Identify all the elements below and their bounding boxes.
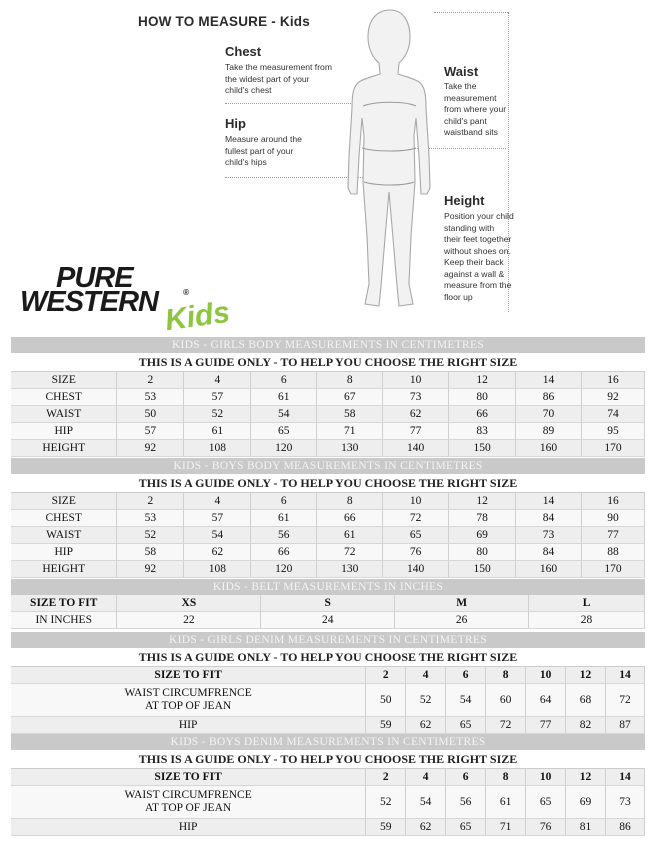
table-cell: 71 (486, 819, 526, 836)
table-cell: 89 (516, 423, 582, 440)
table-cell: 65 (446, 717, 486, 734)
table-cell: 61 (251, 510, 317, 527)
table-cell: 50 (117, 406, 184, 423)
waist-text-line: waistband sits (444, 127, 498, 137)
table-cell: 14 (516, 372, 582, 389)
chest-text-line: child's chest (225, 85, 272, 95)
table-cell: 2 (117, 493, 184, 510)
girls-body-row (11, 440, 645, 457)
hip-text-line: child's hips (225, 157, 267, 167)
table-cell: 70 (516, 406, 582, 423)
belt-table (11, 579, 645, 629)
height-text-line: Keep their back (444, 257, 504, 267)
chest-text-line: Take the measurement from (225, 62, 332, 72)
row-label-cell: CHEST (11, 389, 117, 406)
boys-body-table (11, 458, 645, 578)
table-cell: 58 (117, 544, 184, 561)
girls-denim-row (11, 667, 645, 684)
table-cell: 108 (184, 440, 251, 457)
table-cell: 150 (449, 440, 516, 457)
table-cell: 78 (449, 510, 516, 527)
table-cell: 160 (516, 440, 582, 457)
table-cell: 10 (383, 493, 449, 510)
row-label-cell: WAIST CIRCUMFRENCE AT TOP OF JEAN (11, 684, 366, 717)
table-cell: 4 (406, 769, 446, 786)
row-label-cell: HEIGHT (11, 440, 117, 457)
table-cell: 74 (581, 406, 644, 423)
height-section (444, 193, 514, 303)
table-cell: 61 (251, 389, 317, 406)
table-cell: 87 (606, 717, 645, 734)
table-cell: 57 (184, 510, 251, 527)
chest-title: Chest (225, 44, 262, 59)
table-cell: 92 (117, 440, 184, 457)
table-cell: 8 (317, 493, 383, 510)
table-cell: 16 (581, 372, 644, 389)
row-label-cell: SIZE (11, 493, 117, 510)
table-cell: 68 (566, 684, 606, 717)
table-cell: 108 (184, 561, 251, 578)
row-label-cell: SIZE TO FIT (11, 595, 117, 612)
table-cell: 62 (383, 406, 449, 423)
row-label-cell: SIZE (11, 372, 117, 389)
table-cell: 62 (184, 544, 251, 561)
table-cell: 16 (581, 493, 644, 510)
table-cell: 71 (317, 423, 383, 440)
girls-body-row (11, 406, 645, 423)
table-cell: 82 (566, 717, 606, 734)
table-cell: 80 (449, 544, 516, 561)
table-cell: 77 (581, 527, 644, 544)
height-text-line: against a wall & (444, 268, 505, 279)
table-cell: 56 (251, 527, 317, 544)
table-cell: 2 (366, 667, 406, 684)
waist-section (444, 64, 506, 139)
table-cell: 52 (117, 527, 184, 544)
table-cell: 66 (449, 406, 516, 423)
table-cell: 73 (383, 389, 449, 406)
table-cell: 4 (184, 372, 251, 389)
boys-body-row (11, 561, 645, 578)
belt-title: KIDS - BELT MEASUREMENTS IN INCHES (11, 579, 645, 595)
table-cell: 54 (406, 786, 446, 819)
row-label-cell: CHEST (11, 510, 117, 527)
boys-denim-guide: THIS IS A GUIDE ONLY - TO HELP YOU CHOOSE THE RIGHT SIZE (11, 750, 645, 769)
boys-body-row (11, 544, 645, 561)
table-cell: 53 (117, 389, 184, 406)
height-text-line: without shoes on. (444, 245, 511, 256)
table-cell: 52 (406, 684, 446, 717)
table-cell: 72 (383, 510, 449, 527)
height-text-line: Position your child (444, 211, 514, 221)
table-cell: 8 (486, 667, 526, 684)
table-cell: 90 (581, 510, 644, 527)
table-cell: 57 (184, 389, 251, 406)
height-text-line: floor up (444, 291, 473, 302)
height-title: Height (444, 193, 485, 208)
table-cell: 53 (117, 510, 184, 527)
table-cell: 62 (406, 819, 446, 836)
girls-denim-row (11, 684, 645, 717)
table-cell: 59 (366, 717, 406, 734)
height-text-line: standing with (444, 222, 495, 233)
girls-body-row (11, 389, 645, 406)
table-cell: 120 (251, 440, 317, 457)
table-cell: 67 (317, 389, 383, 406)
table-cell: 92 (581, 389, 644, 406)
table-cell: 65 (383, 527, 449, 544)
table-cell: 62 (406, 717, 446, 734)
table-cell: 8 (317, 372, 383, 389)
table-cell: 12 (566, 667, 606, 684)
table-cell: 22 (117, 612, 261, 629)
table-cell: 65 (446, 819, 486, 836)
row-label-cell: WAIST CIRCUMFRENCE AT TOP OF JEAN (11, 786, 366, 819)
table-cell: S (261, 595, 395, 612)
table-cell: 4 (406, 667, 446, 684)
table-cell: 65 (526, 786, 566, 819)
waist-text-line: Take the (444, 81, 477, 91)
table-cell: 81 (566, 819, 606, 836)
table-cell: 140 (383, 561, 449, 578)
boys-body-row (11, 493, 645, 510)
table-cell: 54 (184, 527, 251, 544)
table-cell: 64 (526, 684, 566, 717)
table-cell: 66 (251, 544, 317, 561)
table-cell: 66 (317, 510, 383, 527)
girls-body-table (11, 337, 645, 457)
table-cell: 28 (529, 612, 645, 629)
hip-text-line: Measure around the (225, 134, 302, 144)
table-cell: 84 (516, 510, 582, 527)
top-guide-line (434, 12, 508, 13)
table-cell: 14 (516, 493, 582, 510)
table-cell: 10 (526, 667, 566, 684)
table-cell: 61 (184, 423, 251, 440)
girls-body-grid (11, 372, 645, 457)
table-cell: 58 (317, 406, 383, 423)
table-cell: 73 (516, 527, 582, 544)
table-cell: 57 (117, 423, 184, 440)
table-cell: 92 (117, 561, 184, 578)
logo-kids: Kids (162, 295, 232, 338)
table-cell: 83 (449, 423, 516, 440)
boys-body-title: KIDS - BOYS BODY MEASUREMENTS IN CENTIMETRES (11, 458, 645, 474)
table-cell: 140 (383, 440, 449, 457)
table-cell: 2 (117, 372, 184, 389)
boys-body-row (11, 510, 645, 527)
table-cell: 50 (366, 684, 406, 717)
table-cell: 56 (446, 786, 486, 819)
boys-denim-table (11, 734, 645, 836)
table-cell: 69 (449, 527, 516, 544)
table-cell: 59 (366, 819, 406, 836)
table-cell: 61 (317, 527, 383, 544)
table-cell: 6 (446, 769, 486, 786)
table-cell: 12 (566, 769, 606, 786)
logo-registered-mark: ® (183, 288, 189, 297)
table-cell: XS (117, 595, 261, 612)
row-label-cell: HIP (11, 423, 117, 440)
table-cell: 54 (251, 406, 317, 423)
girls-body-row (11, 423, 645, 440)
boys-denim-grid (11, 769, 645, 836)
table-cell: 150 (449, 561, 516, 578)
table-cell: 72 (317, 544, 383, 561)
page-title: HOW TO MEASURE - Kids (138, 14, 310, 29)
boys-body-grid (11, 493, 645, 578)
table-cell: 14 (606, 769, 645, 786)
table-cell: 80 (449, 389, 516, 406)
child-figure-illustration (335, 6, 445, 318)
table-cell: 12 (449, 493, 516, 510)
row-label-cell: WAIST (11, 406, 117, 423)
belt-row (11, 595, 645, 612)
row-label-cell: IN INCHES (11, 612, 117, 629)
table-cell: 6 (251, 372, 317, 389)
boys-denim-row (11, 769, 645, 786)
row-label-cell: SIZE TO FIT (11, 769, 366, 786)
girls-body-title: KIDS - GIRLS BODY MEASUREMENTS IN CENTIMETRES (11, 337, 645, 353)
table-cell: 84 (516, 544, 582, 561)
table-cell: 10 (383, 372, 449, 389)
table-cell: 60 (486, 684, 526, 717)
table-cell: 54 (446, 684, 486, 717)
table-cell: 86 (606, 819, 645, 836)
table-cell: 24 (261, 612, 395, 629)
hip-title: Hip (225, 116, 246, 131)
table-cell: 77 (383, 423, 449, 440)
table-cell: 12 (449, 372, 516, 389)
table-cell: 2 (366, 769, 406, 786)
belt-grid (11, 595, 645, 629)
table-cell: 6 (251, 493, 317, 510)
girls-denim-title: KIDS - GIRLS DENIM MEASUREMENTS IN CENTIMETRES (11, 632, 645, 648)
table-cell: 8 (486, 769, 526, 786)
table-cell: 86 (516, 389, 582, 406)
logo-line-1: PURE (56, 262, 133, 294)
height-text-line: measure from the (444, 280, 512, 290)
table-cell: 170 (581, 440, 644, 457)
boys-denim-row (11, 786, 645, 819)
row-label-cell: HIP (11, 544, 117, 561)
table-cell: 4 (184, 493, 251, 510)
table-cell: M (395, 595, 529, 612)
table-cell: 76 (526, 819, 566, 836)
row-label-cell: HEIGHT (11, 561, 117, 578)
girls-body-row (11, 372, 645, 389)
boys-body-guide: THIS IS A GUIDE ONLY - TO HELP YOU CHOOSE THE RIGHT SIZE (11, 474, 645, 493)
logo-line-2: WESTERN (20, 286, 158, 318)
table-cell: 6 (446, 667, 486, 684)
table-cell: 52 (366, 786, 406, 819)
row-label-cell: SIZE TO FIT (11, 667, 366, 684)
row-label-cell: HIP (11, 819, 366, 836)
table-cell: L (529, 595, 645, 612)
table-cell: 10 (526, 769, 566, 786)
table-cell: 72 (486, 717, 526, 734)
table-cell: 160 (516, 561, 582, 578)
table-cell: 77 (526, 717, 566, 734)
pure-western-kids-logo (20, 262, 235, 344)
boys-denim-title: KIDS - BOYS DENIM MEASUREMENTS IN CENTIMETRES (11, 734, 645, 750)
girls-denim-table (11, 632, 645, 734)
table-cell: 61 (486, 786, 526, 819)
waist-text-line: from where your (444, 104, 507, 114)
table-cell: 120 (251, 561, 317, 578)
row-label-cell: WAIST (11, 527, 117, 544)
boys-body-row (11, 527, 645, 544)
height-text-line: their feet together (444, 234, 512, 244)
row-label-cell: HIP (11, 717, 366, 734)
table-cell: 73 (606, 786, 645, 819)
boys-denim-row (11, 819, 645, 836)
chest-text-line: the widest part of your (225, 73, 310, 84)
hip-text-line: fullest part of your (225, 145, 294, 156)
table-cell: 52 (184, 406, 251, 423)
table-cell: 69 (566, 786, 606, 819)
table-cell: 26 (395, 612, 529, 629)
table-cell: 130 (317, 561, 383, 578)
belt-row (11, 612, 645, 629)
girls-denim-row (11, 717, 645, 734)
waist-text-line: child's pant (444, 115, 487, 126)
girls-denim-guide: THIS IS A GUIDE ONLY - TO HELP YOU CHOOSE THE RIGHT SIZE (11, 648, 645, 667)
waist-text-line: measurement (444, 92, 497, 103)
table-cell: 14 (606, 667, 645, 684)
table-cell: 88 (581, 544, 644, 561)
table-cell: 72 (606, 684, 645, 717)
table-cell: 65 (251, 423, 317, 440)
table-cell: 76 (383, 544, 449, 561)
girls-denim-grid (11, 667, 645, 734)
girls-body-guide: THIS IS A GUIDE ONLY - TO HELP YOU CHOOSE THE RIGHT SIZE (11, 353, 645, 372)
table-cell: 95 (581, 423, 644, 440)
waist-title: Waist (444, 64, 479, 79)
chest-section (225, 44, 332, 97)
table-cell: 170 (581, 561, 644, 578)
hip-section (225, 116, 302, 169)
table-cell: 130 (317, 440, 383, 457)
